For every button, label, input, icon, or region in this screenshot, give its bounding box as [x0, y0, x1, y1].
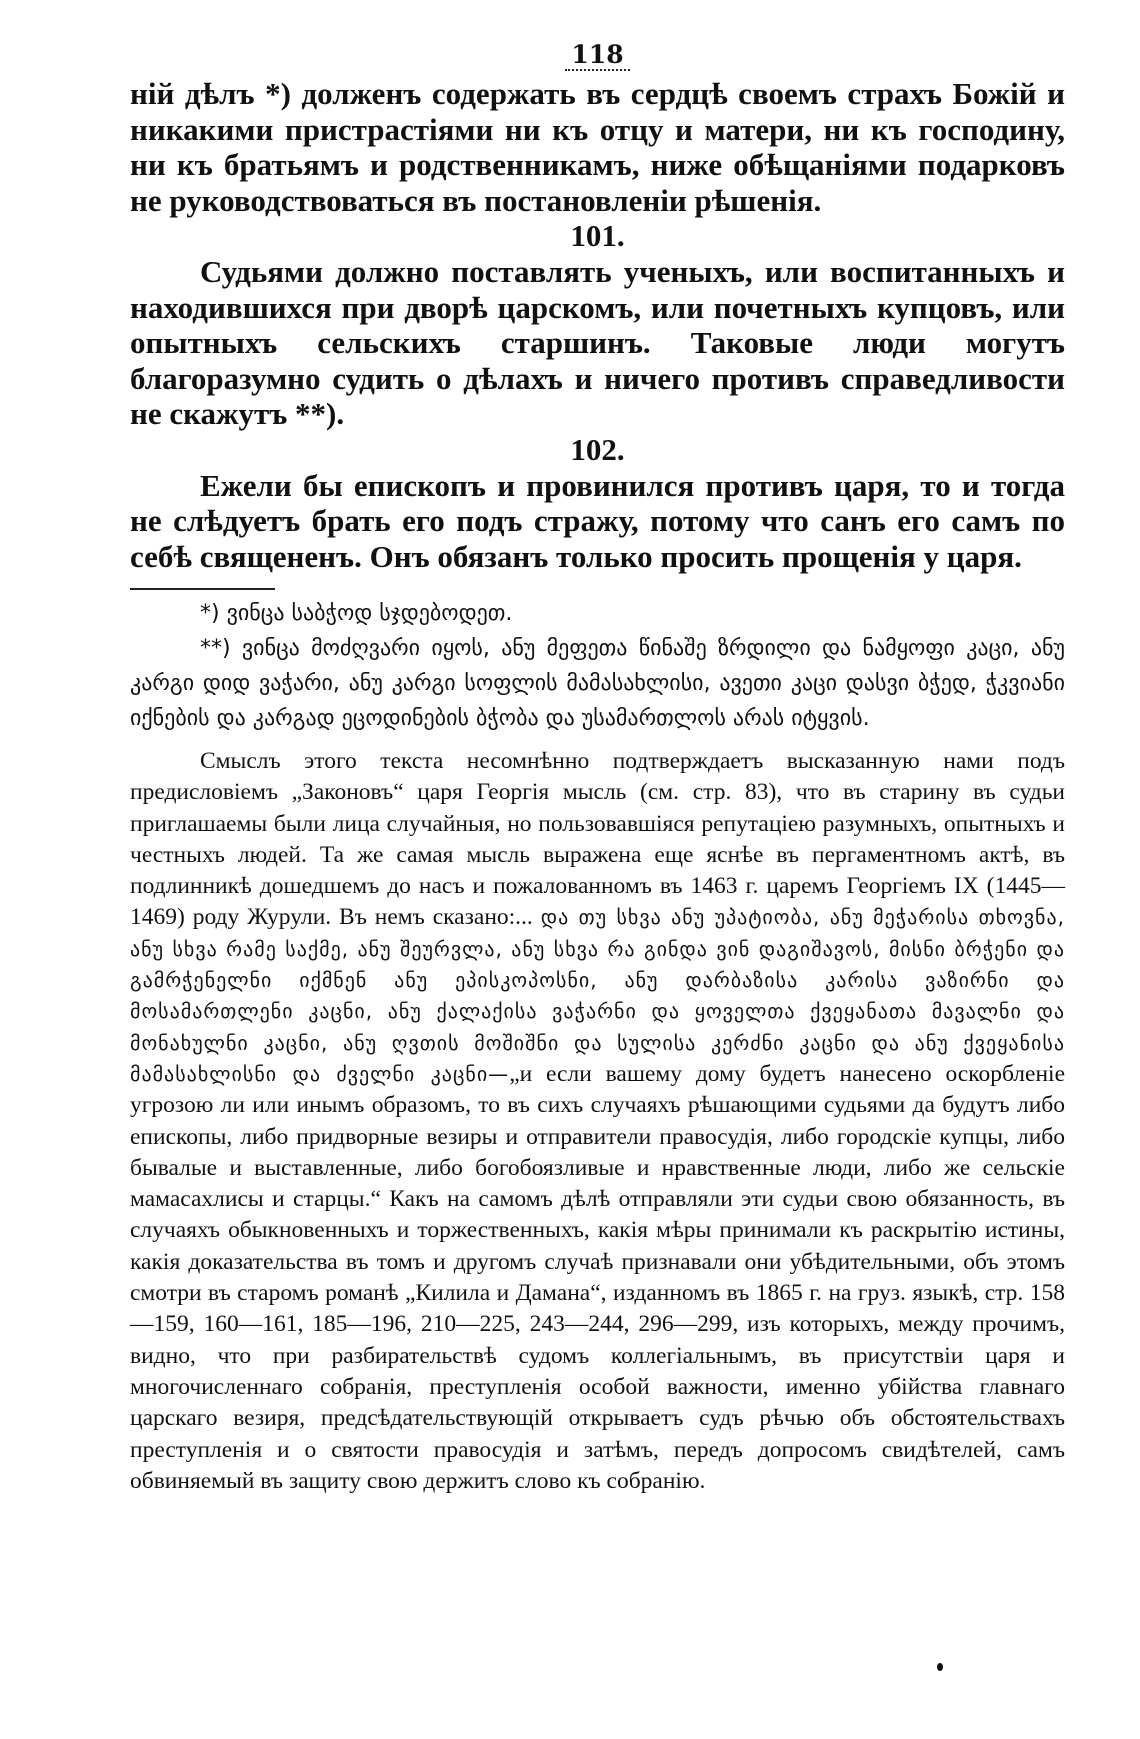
- section-number-102: 102.: [570, 431, 625, 467]
- commentary-translation: „и если вашему дому будетъ нанесено оскорбленіе угрозою ли или инымъ образомъ, то въ сихъ случаяхъ рѣшающими судьями да будутъ либо епископы, либо придворные везиры и отправители правосудія, либо городскіе купцы, либо бывалые и выставленные, либо богобоязливые и нравственные люди, либо же сельскіе мамасахлисы и старцы.“ Какъ на самомъ дѣлѣ отправляли эти судьи свою обязанность, въ случаяхъ обыкновенныхъ и торжественныхъ, какія мѣры принимали къ раскрытію истины, какія доказательства въ томъ и другомъ случаѣ признавали они убѣдительными, объ этомъ смотри въ старомъ романѣ „Килила и Дамана“, изданномъ въ 1865 г. на груз. языкѣ, стр. 158—159, 160—161, 185—196, 210—225, 243—244, 296—299, изъ которыхъ, между прочимъ, видно, что при разбирательствѣ судомъ коллегіальнымъ, въ присутствіи царя и многочисленнаго собранія, преступленія особой важности, именно убійства главнаго царскаго везиря, предсѣдательствующій открываетъ судъ рѣчью объ обстоятельствахъ преступленія и о святости правосудія и затѣмъ, передъ допросомъ свидѣтелей, самъ обвиняемый въ защиту свою держитъ слово къ собранію.: [130, 1060, 1066, 1494]
- commentary-paragraph: [130, 746, 1065, 1497]
- section-text-102: Ежели бы епископъ и провинился противъ царя, то и тогда не слѣдуетъ брать его подъ стражу, потому что санъ его самъ по себѣ священенъ. Онъ обязанъ только просить прощенія у царя.: [130, 467, 1065, 574]
- section-text-101: Судьями должно поставлять ученыхъ, или воспитанныхъ и находившихся при дворѣ царскомъ, или почетныхъ купцовъ, или опытныхъ сельскихъ старшинъ. Таковые люди могутъ благоразумно судить о дѣлахъ и ничего противъ справедливости не скажутъ **).: [130, 254, 1065, 431]
- ink-speck: [937, 1663, 943, 1671]
- continued-paragraph: ній дѣлъ *) долженъ содержать въ сердцѣ своемъ страхъ Божій и никакими пристрастіями ни къ отцу и матери, ни къ господину, ни къ братьямъ и родственникамъ, ниже обѣщаніями подарковъ не руководствоваться въ постановленіи рѣшенія.: [130, 76, 1065, 218]
- footnote-1-mark: *): [200, 601, 220, 626]
- section-number-101: 101.: [570, 218, 625, 253]
- footnote-2-text: ვინცა მოძღვარი იყოს, ანუ მეფეთა წინაშე ზრდილი და ნამყოფი კაცი, ანუ კარგი დიდ ვაჭარი, ანუ კარგი სოფლის მამასახლისი, ავეთი კაცი დასვი ბჭედ, ჭკვიანი იქნების და კარგად ეცოდინების ბჭობა და უსამართლოს არას იტყვის.: [130, 636, 1066, 731]
- footnote-divider: [130, 588, 275, 590]
- footnote-1-text: ვინცა საბჭოდ სჯდებოდეთ.: [226, 601, 513, 626]
- footnote-2: [130, 631, 1065, 736]
- page-number: 118: [130, 40, 1065, 76]
- footnote-2-mark: **): [200, 636, 231, 661]
- georgian-quote: და თუ სხვა ანუ უპატიობა, ანუ მეჭარისა თხოვნა, ანუ სხვა რამე საქმე, ანუ შეურვლა, ანუ სხვა რა გინდა ვინ დაგიშავოს, მისნი ბრჭენი და გამრჭენელნი იქმნენ ანუ ეპისკოპოსნი, ანუ დარბაზისა კარისა ვაზირნი და მოსამართლენი კაცნი, ანუ ქალაქისა ვაჭარნი და ყოველთა ქვეყანათა მავალნი და მონახულნი კაცნი, ანუ ღვთის მოშიშნი და სულისა კერძნი კაცნი და ანუ ქვეყანისა მამასახლისნი და ძველნი კაცნი—: [130, 905, 1065, 1086]
- footnote-1: [130, 596, 1065, 631]
- book-page: [130, 40, 1065, 1497]
- commentary-intro: Смыслъ этого текста несомнѣнно подтверждаетъ высказанную нами подъ предисловіемъ „Законовъ“ царя Георгія мысль (см. стр. 83), что въ старину въ судьи приглашаемы были лица случайныя, но пользовавшіяся репутаціею разумныхъ, опытныхъ и честныхъ людей. Та же самая мысль выражена еще яснѣе въ пергаментномъ актѣ, въ подлинникѣ дошедшемъ до насъ и пожалованномъ въ 1463 г. царемъ Георгіемъ IX (1445—1469) роду Журули. Въ немъ сказано:...: [130, 748, 1065, 931]
